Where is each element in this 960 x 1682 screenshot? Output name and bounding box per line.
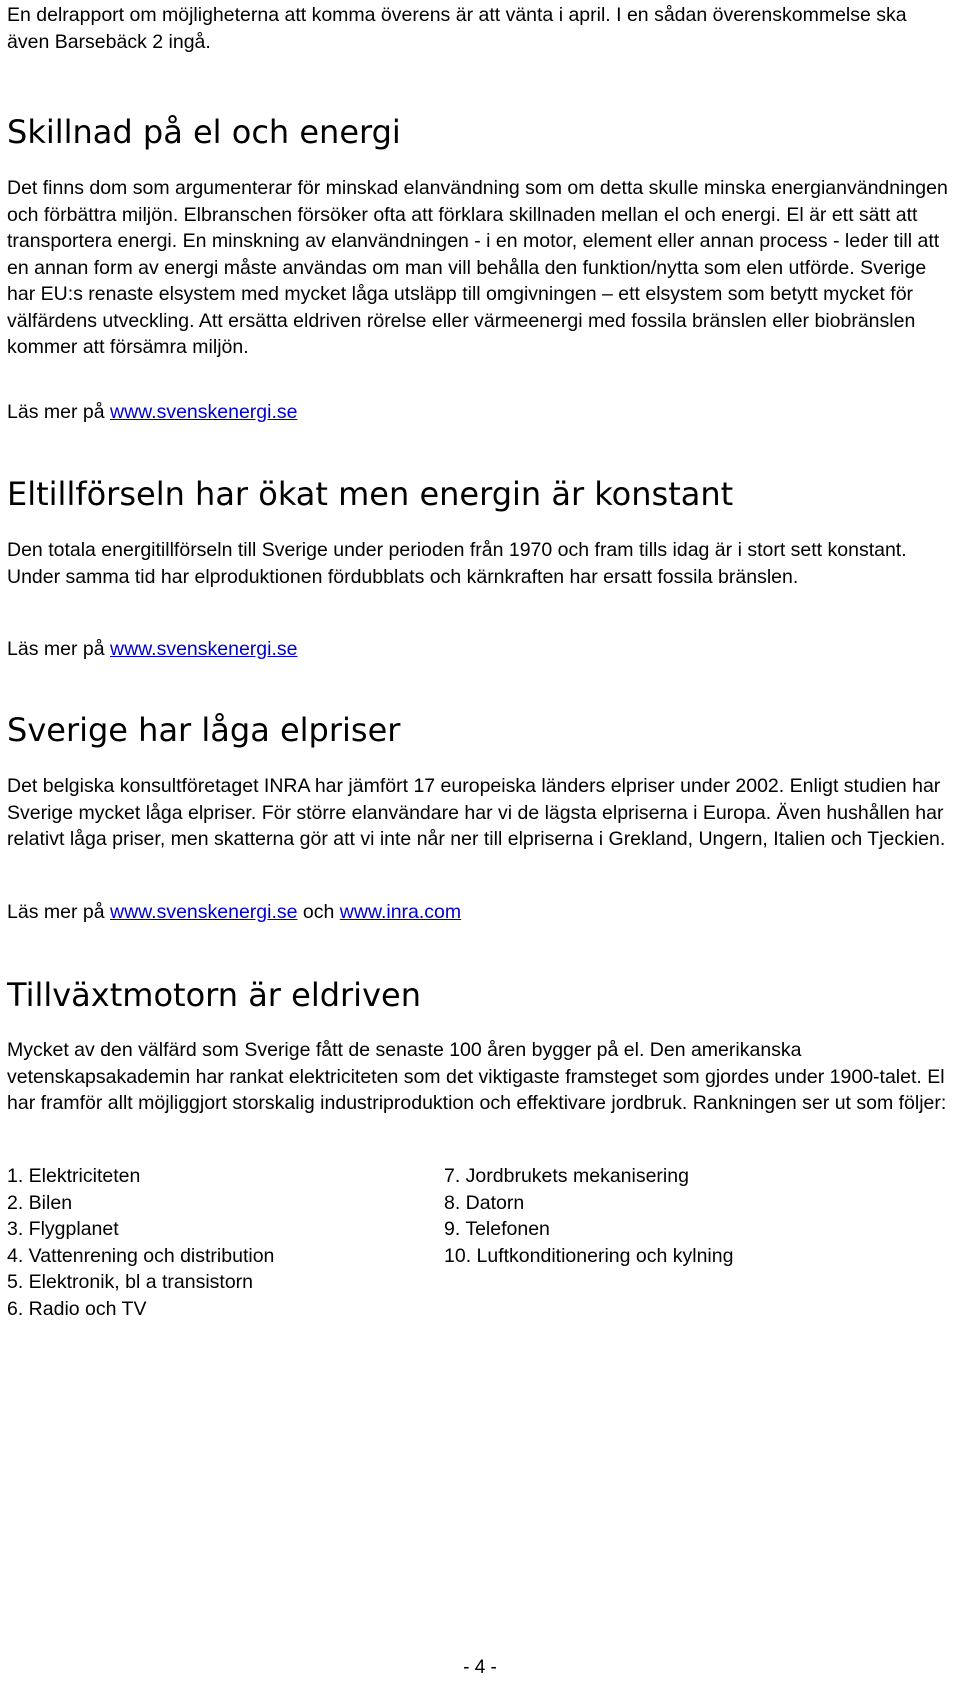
heading-skillnad: Skillnad på el och energi — [7, 113, 401, 151]
ranking-list-left — [7, 1163, 274, 1322]
list-item: 5. Elektronik, bl a transistorn — [7, 1271, 254, 1293]
list-item: 3. Flygplanet — [7, 1218, 119, 1240]
list-item: 1. Elektriciteten — [7, 1165, 141, 1187]
list-item: 7. Jordbrukets mekanisering — [444, 1165, 689, 1187]
list-item: 9. Telefonen — [444, 1218, 550, 1240]
list-item: 4. Vattenrening och distribution — [7, 1244, 275, 1267]
read-more-skillnad — [7, 399, 297, 426]
read-more-eltillforseln — [7, 636, 297, 663]
paragraph-tillvaxtmotorn: Mycket av den välfärd som Sverige fått de senaste 100 åren bygger på el. Den amerikanska vetenskapsakademin har rankat elektriciteten som det viktigaste framsteget som gjordes under 1900-talet. El har framför allt möjliggjort storskalig industriproduktion och effektivare jordbruk. Rankningen ser ut som följer: — [7, 1039, 947, 1114]
intro-paragraph: En delrapport om möjligheterna att komma överens är att vänta i april. I en sådan överenskommelse ska även Barsebäck 2 ingå. — [7, 4, 907, 53]
list-item: 10. Luftkonditionering och kylning — [444, 1244, 734, 1267]
read-more-elpriser — [7, 899, 461, 926]
read-more-prefix: Läs mer på — [7, 638, 105, 660]
read-more-prefix: Läs mer på — [7, 401, 105, 423]
svenskenergi-link[interactable]: www.svenskenergi.se — [109, 901, 298, 923]
svenskenergi-link[interactable]: www.svenskenergi.se — [109, 401, 298, 423]
svenskenergi-link[interactable]: www.svenskenergi.se — [109, 638, 298, 660]
page-number: - 4 - — [463, 1657, 497, 1678]
heading-tillvaxtmotorn: Tillväxtmotorn är eldriven — [7, 976, 421, 1014]
ranking-list-right — [444, 1163, 733, 1269]
heading-elpriser: Sverige har låga elpriser — [7, 711, 401, 749]
read-more-prefix: Läs mer på — [7, 901, 105, 923]
read-more-connector: och — [302, 901, 335, 923]
list-item: 2. Bilen — [7, 1191, 73, 1214]
paragraph-elpriser: Det belgiska konsultföretaget INRA har jämfört 17 europeiska länders elpriser under 2002. Enligt studien har Sverige mycket låga elpriser. För större elanvändare har vi de lägsta elpriserna i Europa. Även hushållen har relativt låga priser, men skatterna gör att vi inte når ner till elpriserna i Grekland, Ungern, Italien och Tjeckien. — [7, 775, 946, 850]
list-item: 6. Radio och TV — [7, 1297, 147, 1320]
heading-eltillforseln: Eltillförseln har ökat men energin är konstant — [7, 475, 734, 513]
paragraph-eltillforseln: Den totala energitillförseln till Sverige under perioden från 1970 och fram tills idag är i stort sett konstant. Under samma tid har elproduktionen fördubblats och kärnkraften har ersatt fossila bränslen. — [7, 539, 907, 588]
list-item: 8. Datorn — [444, 1191, 525, 1214]
paragraph-skillnad: Det finns dom som argumenterar för minskad elanvändning som om detta skulle minska energianvändningen och förbättra miljön. Elbranschen försöker ofta att förklara skillnaden mellan el och energi. El är ett sätt att transportera energi. En minskning av elanvändningen - i en motor, element eller annan process - leder till att en annan form av energi måste användas om man vill behålla den funktion/nytta som elen utförde. Sverige har EU:s renaste elsystem med mycket låga utsläpp till omgivningen – ett elsystem som betytt mycket för välfärdens utveckling. Att ersätta eldriven rörelse eller värmeenergi med fossila bränslen eller biobränslen kommer att försämra miljön. — [7, 177, 948, 358]
inra-link[interactable]: www.inra.com — [339, 901, 462, 923]
